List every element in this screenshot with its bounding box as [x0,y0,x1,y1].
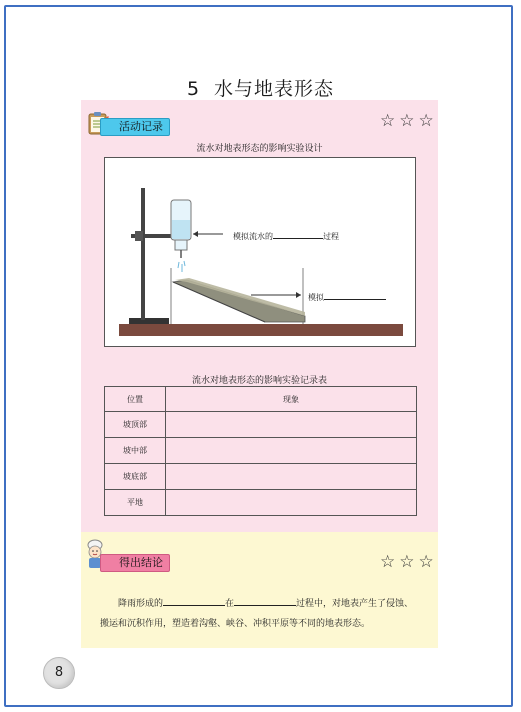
row-label-flat: 平地 [105,490,166,516]
apparatus-drawing [105,158,417,348]
experiment-diagram [104,157,416,347]
phenomenon-cell[interactable] [166,412,417,438]
table-row [105,438,417,464]
table-header-row [105,387,417,412]
conclusion-text [100,594,420,634]
conclusion-tag: 得出结论 [100,554,170,572]
header-phenomenon: 现象 [166,387,417,412]
phenomenon-cell[interactable] [166,438,417,464]
table-row [105,464,417,490]
title-number: 5 [186,78,201,100]
phenomenon-cell[interactable] [166,464,417,490]
page-number-badge: 8 [43,657,75,689]
blank-process[interactable] [273,230,323,239]
label-simulate: 模拟 [308,291,386,303]
base-board [119,324,403,336]
conclusion-star-rating[interactable]: ☆☆☆ [380,552,438,572]
blank-agent[interactable] [163,597,225,606]
record-table [104,386,417,516]
page-title [0,74,521,101]
phenomenon-cell[interactable] [166,490,417,516]
row-label-bottom: 坡底部 [105,464,166,490]
row-label-top: 坡顶部 [105,412,166,438]
activity-record-tag: 活动记录 [100,118,170,136]
label-process: 模拟流水的 过程 [233,232,339,241]
table-row [105,490,417,516]
soil-slope [173,280,305,322]
title-text: 水与地表形态 [214,78,335,100]
conclusion-text-2: 在 [225,599,235,609]
stand-base [129,318,169,324]
blank-process-2[interactable] [234,597,296,606]
table-row [105,412,417,438]
header-position: 位置 [105,387,166,412]
row-label-middle: 坡中部 [105,438,166,464]
record-caption: 流水对地表形态的影响实验记录表 [191,376,327,386]
design-caption: 流水对地表形态的影响实验设计 [196,144,323,154]
conclusion-text-1: 降雨形成的 [118,599,164,609]
stand-pole [141,188,145,320]
conclusion-text-3: 过程中，对地表产生了侵蚀、搬运和沉积作用，塑造着沟壑、峡谷、冲积平原等不同的地表形态。 [100,599,414,629]
activity-star-rating[interactable]: ☆☆☆ [380,111,438,131]
blank-simulate[interactable] [324,291,386,300]
